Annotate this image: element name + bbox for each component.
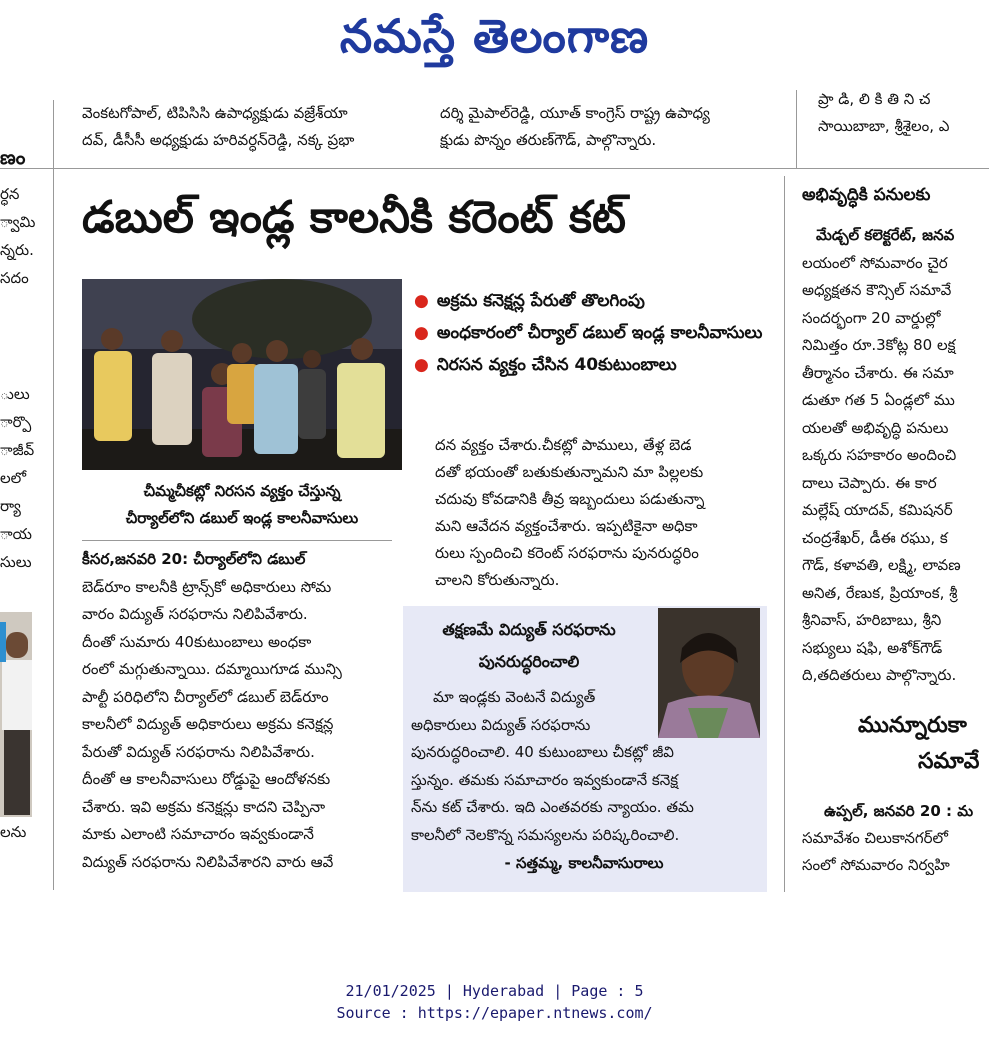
text-line: కీసర,జనవరి 20: చీర్యాల్‌లోని డబుల్‌ <box>82 550 306 568</box>
text-line: మున్నూరుకా <box>858 713 967 738</box>
top-strip-col2 <box>440 100 780 154</box>
left-fragment-title: ణం <box>0 147 26 169</box>
article-headline: డబుల్‌ ఇండ్ల కాలనీకి కరెంట్‌ కట్‌ <box>82 192 626 243</box>
quote-title <box>410 614 648 678</box>
text-line: సభ్యులు షఫి, అశోక్‌గౌడ్ <box>802 638 943 657</box>
text-line: వారం విద్యుత్‌ సరఫరాను నిలిపివేశారు. <box>82 605 308 623</box>
text-line: ులు <box>0 385 30 403</box>
article-photo <box>82 279 402 470</box>
article-body-left <box>82 546 392 876</box>
text-line: పునరుద్ధరించాలి. 40 కుటుంబాలు చీకట్లో జీవి <box>411 743 674 761</box>
left-photo-caption: లను <box>0 823 27 841</box>
text-line: అధ్యక్షతన కౌన్సిల్‌ సమావే <box>802 281 952 299</box>
text-line: సాయిబాబా, శ్రీశైలం, ఎ <box>818 117 950 135</box>
bullet-icon: ● <box>414 355 429 375</box>
text-line: దీంతో ఆ కాలనీవాసులు రోడ్డుపై ఆందోళనకు <box>82 770 331 788</box>
text-line: కాలనీలో విద్యుత్‌ అధికారులు అక్రమ కనెక్షన్ల <box>82 715 334 733</box>
article-body-right <box>435 432 770 594</box>
text-line: మల్లేష్‌ యాదవ్‌, కమిషనర్ <box>802 501 953 519</box>
highlight-text: అక్రమ కనెక్షన్ల పేరుతో తొలగింపు <box>436 291 645 311</box>
highlight-item <box>414 317 774 349</box>
right-article2-title <box>858 708 989 780</box>
text-line: తక్షణమే విద్యుత్‌ సరఫరాను <box>442 620 616 639</box>
text-line: నిమిత్తం రూ.3కోట్ల 80 లక్ష <box>802 336 956 354</box>
text-line: విద్యుత్‌ సరఫరాను నిలిపివేశారని వారు ఆవే <box>82 852 334 871</box>
article-highlights <box>414 285 774 381</box>
text-line: రులు స్పందించి కరెంట్‌ సరఫరాను పునరుద్ధరిం <box>435 544 699 562</box>
text-line: మాకు ఎలాంటి సమాచారం ఇవ్వకుండానే <box>82 825 314 843</box>
text-line: చేశారు. ఇవి అక్రమ కనెక్షన్లు కాదని చెప్పినా <box>82 797 326 816</box>
text-line: చీర్యాల్‌లోని డబుల్‌ ఇండ్ల కాలనీవాసులు <box>125 509 359 527</box>
top-strip-col3 <box>818 86 989 140</box>
footer-source-link[interactable]: Source : https://epaper.ntnews.com/ <box>336 1004 653 1022</box>
text-line: యలతో అభివృద్ధి పనులు <box>802 418 949 437</box>
text-line: పాల్టీ పరిధిలోని చీర్యాల్‌లో డబుల్‌ బెడ్‌రూం <box>82 687 329 706</box>
highlight-item <box>414 285 774 317</box>
left-fragment-block <box>0 180 40 292</box>
highlight-item <box>414 349 774 381</box>
text-line: సందర్భంగా 20 వార్డుల్లో <box>802 308 941 327</box>
highlight-text: నిరసన వ్యక్తం చేసిన 40కుటుంబాలు <box>436 355 677 375</box>
highlight-text: అంధకారంలో చీర్యాల్‌ డబుల్‌ ఇండ్ల కాలనీవాసులు <box>436 323 763 343</box>
text-line: మని ఆవేదన వ్యక్తంచేశారు. ఇప్పటికైనా అధికా <box>435 517 698 535</box>
text-line: దీంతో సుమారు 40కుటుంబాలు అంధకా <box>82 632 312 651</box>
text-line: రంలో మగ్గుతున్నాయి. దమ్మాయిగూడ మున్సి <box>82 660 342 678</box>
text-line: లలో <box>0 469 27 487</box>
divider <box>82 540 392 541</box>
text-line: లయంలో సోమవారం చైర <box>802 253 948 272</box>
text-line: మేడ్చల్‌ కలెక్టరేట్‌, జనవ <box>816 226 955 244</box>
text-line: గౌడ్‌, కళావతి, లక్ష్మి, లావణ <box>802 556 961 574</box>
right-article-title: అభివృద్ధికి పనులకు <box>802 185 931 205</box>
quote-attribution: - సత్తమ్మ, కాలనీవాసురాలు <box>504 854 664 872</box>
text-line: పునరుద్ధరించాలి <box>478 652 580 671</box>
text-line: ది,తదితరులు పాల్గొన్నారు. <box>802 666 957 684</box>
text-line: న్నరు. <box>0 241 34 259</box>
right-article2-body <box>802 798 989 879</box>
text-line: శ్రీనివాస్‌, హరిబాబు, శ్రీని <box>802 611 942 629</box>
text-line: కాలనీలో నెలకొన్న సమస్యలను పరిష్కరించాలి. <box>411 825 680 844</box>
masthead <box>0 0 989 72</box>
text-line: సమావేశం చిలుకానగర్‌లో <box>802 829 948 847</box>
text-line: ఉప్పల్‌, జనవరి 20 : మ <box>824 802 974 820</box>
text-line: ఒక్కరు సహకారం అందించి <box>802 446 957 464</box>
newspaper-title: నమస్తే తెలంగాణ <box>339 9 650 63</box>
text-line: ాజీవ్‌ <box>0 441 35 459</box>
text-line: సదం <box>0 269 29 287</box>
divider <box>53 100 54 890</box>
text-line: ర్యా <box>0 497 21 515</box>
divider <box>784 176 785 892</box>
text-line: పేరుతో విద్యుత్‌ సరఫరాను నిలిపివేశారు. <box>82 742 315 761</box>
divider <box>0 168 989 169</box>
quote-body <box>411 684 757 849</box>
text-line: అనిత, రేణుక, ప్రియాంక, శ్రీ <box>802 583 958 602</box>
text-line: ప్రా డి, లి కి తి ని చ <box>818 90 931 108</box>
text-line: దర్శి మైపాల్‌రెడ్డి, యూత్‌ కాంగ్రెస్‌ రాష్ట్ర ఉపాధ్య <box>440 104 710 122</box>
text-line: వెంకటగోపాల్‌, టిపిసిసి ఉపాధ్యక్షుడు వజ్రేశ్‌యా <box>82 104 348 122</box>
page-footer <box>0 980 989 1024</box>
bullet-icon: ● <box>414 291 429 311</box>
text-line: చాలని కోరుతున్నారు. <box>435 571 560 589</box>
text-line: దవ్‌, డీసీసీ అధ్యక్షుడు హరివర్ధన్‌రెడ్డి, నక్క ప్రభా <box>82 131 355 149</box>
text-line: క్షుడు పొన్నం తరుణ్‌గౌడ్‌, పాల్గొన్నారు. <box>440 131 657 149</box>
top-strip-col1 <box>82 100 422 154</box>
text-line: చంద్రశేఖర్‌, డీఈ రఘు, క <box>802 528 948 547</box>
text-line: స్తున్నం. తమకు సమాచారం ఇవ్వకుండానే కనెక్ష <box>411 770 679 789</box>
text-line: బెడ్‌రూం కాలనీకి ట్రాన్స్‌కో అధికారులు సోమ <box>82 577 332 596</box>
text-line: సంలో సోమవారం నిర్వహి <box>802 856 950 874</box>
text-line: దన వ్యక్తం చేశారు.చీకట్లో పాములు, తేళ్ల బెడ <box>435 436 692 454</box>
footer-date-page: 21/01/2025 | Hyderabad | Page : 5 <box>345 982 644 1000</box>
text-line: సులు <box>0 553 32 571</box>
text-line: చదువు కోవడానికి తీవ్ర ఇబ్బందులు పడుతున్నా <box>435 490 705 508</box>
text-line: ర్ధన <box>0 185 20 203</box>
divider <box>796 90 797 168</box>
left-fragment-block <box>0 380 40 576</box>
right-article-body <box>802 222 989 690</box>
text-line: చీమ్మచీకట్లో నిరసన వ్యక్తం చేస్తున్న <box>143 482 341 500</box>
text-line: సమావే <box>918 749 980 774</box>
text-line: దాలు చెప్పారు. ఈ కార <box>802 473 937 492</box>
photo-caption <box>82 478 402 532</box>
text-line: మా ఇండ్లకు వెంటనే విద్యుత్‌ <box>433 688 596 706</box>
text-line: అధికారులు విద్యుత్‌ సరఫరాను <box>411 715 591 734</box>
text-line: దతో భయంతో బతుకుతున్నామని మా పిల్లలకు <box>435 463 704 481</box>
bullet-icon: ● <box>414 323 429 343</box>
text-line: ార్పొ <box>0 413 32 431</box>
text-line: ్వామి <box>0 213 36 231</box>
text-line: తీర్మానం చేశారు. ఈ సమా <box>802 363 954 382</box>
left-photo <box>0 612 32 817</box>
text-line: న్‌ను కట్‌ చేశారు. ఇది ఎంతవరకు న్యాయం. తమ <box>411 798 694 816</box>
text-line: డుతూ గత 5 ఏండ్లలో ము <box>802 391 955 409</box>
text-line: ాయ <box>0 525 32 543</box>
